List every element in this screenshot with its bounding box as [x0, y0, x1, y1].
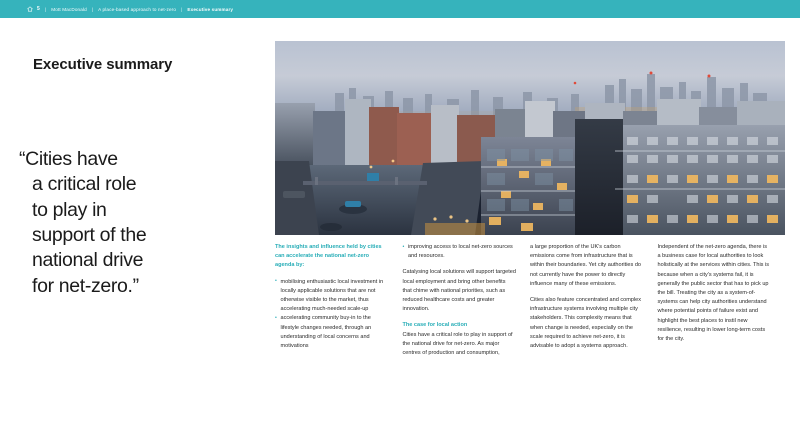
breadcrumb-current-section: Executive summary: [187, 6, 234, 12]
pull-quote-line: for net-zero.”: [32, 274, 139, 297]
body-columns: [275, 243, 785, 438]
pull-quote-line: national drive: [32, 249, 144, 272]
pull-quote: [19, 147, 251, 299]
pull-quote-line: “Cities have: [19, 148, 118, 170]
column-3-paragraph: a large proportion of the UK’s carbon emissions come from infrastructure that is within their boundaries. Yet city authorities do not currently have the power to directly influence many of these emissions.: [530, 244, 642, 287]
page-header-bar: [0, 0, 800, 18]
text-column-1: [275, 243, 403, 438]
column-3-paragraph-2: Cities also feature concentrated and complex infrastructure systems involving multiple city stakeholders. This complexity means that when change is needed, especially on the scale required to achieve net-zero, it is advisable to adopt a systems approach.: [530, 297, 642, 350]
list-item: • mobilising enthusiastic local investment in locally applicable solutions that are not otherwise visible to the market, thus accelerating much-needed scale-up: [275, 278, 389, 315]
header-separator-3: |: [181, 6, 183, 12]
column-2-paragraph-2: Cities have a critical role to play in support of the national drive for net-zero. As major centres of production and consumption,: [402, 331, 513, 357]
spacer: [403, 261, 517, 268]
column-1-bullet-list: [275, 278, 389, 352]
text-column-4: [658, 243, 786, 438]
text-column-3: [530, 243, 658, 438]
home-icon[interactable]: [27, 6, 33, 12]
header-separator-1: |: [44, 6, 47, 12]
list-item: • accelerating community buy-in to the lifestyle changes needed, through an understanding of local concerns and motivations: [275, 314, 389, 351]
hero-image: [275, 41, 785, 235]
pull-quote-line: support of the: [32, 224, 147, 247]
page-title: Executive summary: [33, 56, 173, 73]
column-1-heading: The insights and influence held by cities can accelerate the national net-zero agenda by:: [275, 244, 382, 269]
breadcrumb-organisation: Mott MacDonald: [51, 6, 87, 12]
page-number: 5: [37, 6, 40, 12]
list-item: • improving access to local net-zero sources and resources.: [403, 243, 517, 261]
column-2-heading: The case for local action: [402, 322, 468, 329]
column-4-paragraph: Independent of the net-zero agenda, there is a business case for local authorities to look holistically at the services within cities. This is because when a city’s systems fail, it is generally the public sector that has to pick up the bill. Treating the city as a system-of-systems can help city authorities understand where potential points of failure exist and highlight the best places to instil new resilience, resulting in lower long-term costs for the city.: [657, 244, 769, 343]
column-2-bullet-list: [403, 243, 517, 261]
pull-quote-line: to play in: [32, 198, 107, 221]
spacer: [275, 271, 389, 278]
breadcrumb-document-title: A place-based approach to net-zero: [98, 6, 177, 12]
column-2-paragraph: Catalysing local solutions will support targeted local employment and bring other benefits that chime with national priorities, such as reduced healthcare costs and greater innovation.: [402, 269, 516, 313]
pull-quote-line: a critical role: [32, 173, 137, 196]
header-separator-2: |: [91, 6, 94, 12]
text-column-2: [403, 243, 531, 438]
